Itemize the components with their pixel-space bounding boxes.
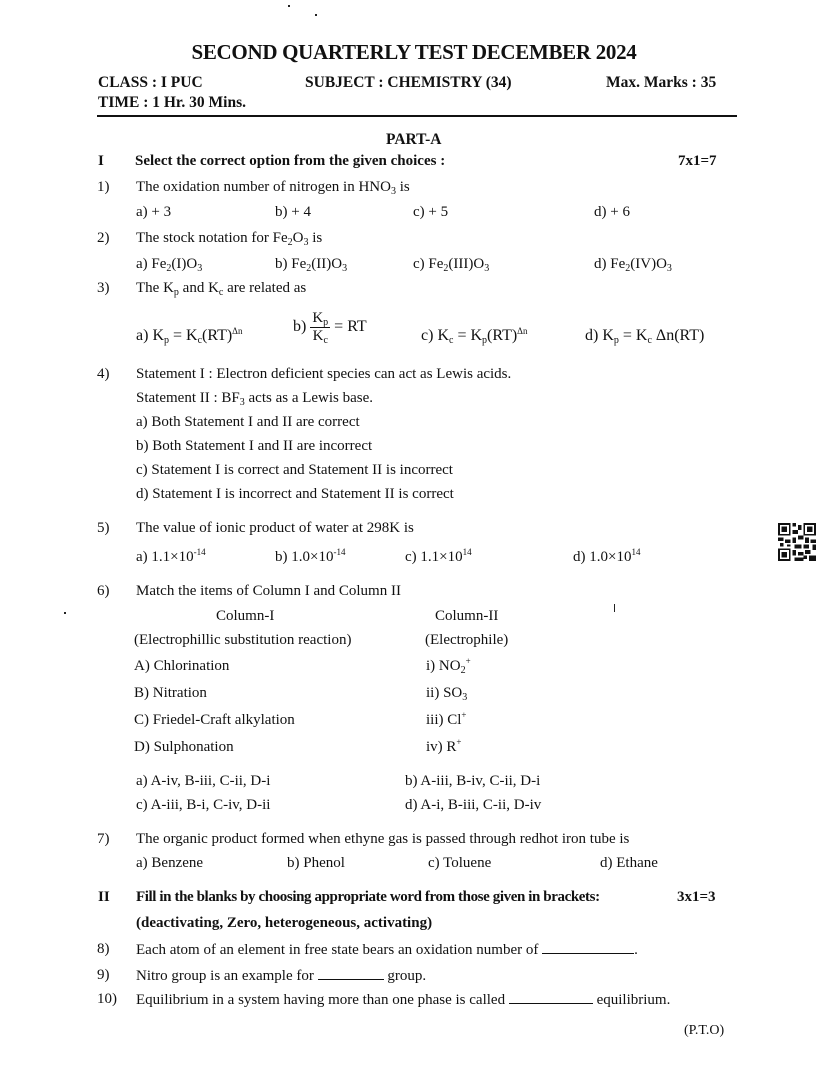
question-9-text: Nitro group is an example for group. <box>136 968 427 984</box>
column-2-subheader: (Electrophile) <box>425 632 509 648</box>
class-label: CLASS : I PUC <box>98 74 203 91</box>
column-1-item: D) Sulphonation <box>134 739 234 755</box>
section-i-marks: 7x1=7 <box>678 153 717 169</box>
question-2-text: The stock notation for $Fe_2O_3$ is <box>136 230 323 248</box>
time-label: TIME : 1 Hr. 30 Mins. <box>98 94 246 111</box>
section-ii-instruction: Fill in the blanks by choosing appropriate word from those given in brackets: <box>136 889 600 905</box>
option-a: a) $Fe_2(I)O_3$ <box>136 256 203 274</box>
question-number: 9) <box>97 967 110 983</box>
question-number: 4) <box>97 366 110 382</box>
column-2-item: iii) Cl+ <box>426 710 467 728</box>
scan-speck <box>288 5 290 7</box>
section-i-number: I <box>98 153 104 169</box>
option-c: c) A-iii, B-i, C-iv, D-ii <box>136 797 271 813</box>
column-1-subheader: (Electrophillic substitution reaction) <box>134 632 352 648</box>
exam-title: SECOND QUARTERLY TEST DECEMBER 2024 <box>191 40 637 64</box>
column-2-item: iv) R+ <box>426 737 462 755</box>
question-number: 5) <box>97 520 110 536</box>
option-a: a) A-iv, B-iii, C-ii, D-i <box>136 773 271 789</box>
option-a: a) Benzene <box>136 855 204 871</box>
answer-blank[interactable] <box>318 967 384 980</box>
option-c: c) + 5 <box>413 204 449 220</box>
option-b: b) $Fe_2(II)O_3$ <box>275 256 348 274</box>
option-b: b) + 4 <box>275 204 311 220</box>
option-d: d) $Fe_2(IV)O_3$ <box>594 256 672 274</box>
option-c: c) $1.1\times 10^{14}$ <box>405 547 472 565</box>
option-a: a) Both Statement I and II are correct <box>136 414 360 430</box>
question-5-text: The value of ionic product of water at 298K is <box>136 520 414 536</box>
column-2-item: ii) $SO_3$ <box>426 685 468 703</box>
option-a: a) $K_p = K_c(RT)^{\Delta n}$ <box>136 326 243 346</box>
question-number: 7) <box>97 831 110 847</box>
scan-speck <box>64 612 66 614</box>
column-1-header: Column-I <box>216 608 275 624</box>
section-i-instruction: Select the correct option from the given choices : <box>135 153 446 169</box>
part-a-heading: PART-A <box>386 131 442 148</box>
question-3-text: The $K_p$ and $K_c$ are related as <box>136 280 307 298</box>
section-ii-marks: 3x1=3 <box>677 889 716 905</box>
fraction: $\frac{K_p}{K_c}$ <box>312 310 329 346</box>
question-10-text: Equilibrium in a system having more than one phase is called equilibrium. <box>136 992 671 1008</box>
section-ii-number: II <box>98 889 110 905</box>
option-d: d) $1.0\times 10^{14}$ <box>573 547 641 565</box>
option-d: d) A-i, B-iii, C-ii, D-iv <box>405 797 542 813</box>
question-number: 6) <box>97 583 110 599</box>
option-d: d) Statement I is incorrect and Statement II is correct <box>136 486 454 502</box>
scan-speck <box>315 14 317 16</box>
option-c: c) $Fe_2(III)O_3$ <box>413 256 490 274</box>
header-divider <box>97 115 737 117</box>
question-number: 10) <box>97 991 117 1007</box>
option-b: b) $1.0\times 10^{-14}$ <box>275 547 346 565</box>
column-2-header: Column-II <box>435 608 499 624</box>
option-a: a) + 3 <box>136 204 172 220</box>
question-1-text: The oxidation number of nitrogen in $HNO_3$ is <box>136 179 410 197</box>
qr-code <box>778 523 816 561</box>
answer-blank[interactable] <box>509 991 593 1004</box>
option-c: c) $K_c = K_p(RT)^{\Delta n}$ <box>421 326 528 346</box>
statement-1: Statement I : Electron deficient species can act as Lewis acids. <box>136 366 512 382</box>
answer-blank[interactable] <box>542 941 634 954</box>
column-1-item: B) Nitration <box>134 685 207 701</box>
question-number: 3) <box>97 280 110 296</box>
option-b: b) $\frac{K_p}{K_c}$ = RT <box>293 310 367 346</box>
option-c: c) Statement I is correct and Statement II is incorrect <box>136 462 453 478</box>
question-number: 2) <box>97 230 110 246</box>
question-8-text: Each atom of an element in free state bears an oxidation number of . <box>136 942 638 958</box>
option-c: c) Toluene <box>428 855 492 871</box>
pto-label: (P.T.O) <box>684 1023 725 1038</box>
option-b: b) Both Statement I and II are incorrect <box>136 438 373 454</box>
max-marks-label: Max. Marks : 35 <box>606 74 717 91</box>
option-d: d) + 6 <box>594 204 630 220</box>
option-b: b) A-iii, B-iv, C-ii, D-i <box>405 773 541 789</box>
subject-label: SUBJECT : CHEMISTRY (34) <box>305 74 512 91</box>
option-b: b) Phenol <box>287 855 345 871</box>
question-number: 1) <box>97 179 110 195</box>
option-a: a) $1.1\times 10^{-14}$ <box>136 547 206 565</box>
option-d: d) Ethane <box>600 855 658 871</box>
statement-2: Statement II : $BF_3$ acts as a Lewis base. <box>136 390 374 408</box>
word-bank: (deactivating, Zero, heterogeneous, activating) <box>136 915 433 931</box>
column-2-item: i) $NO_2^+$ <box>426 656 471 676</box>
column-1-item: A) Chlorination <box>134 658 230 674</box>
scan-speck <box>614 604 615 612</box>
question-6-text: Match the items of Column I and Column II <box>136 583 401 599</box>
question-7-text: The organic product formed when ethyne gas is passed through redhot iron tube is <box>136 831 630 847</box>
question-number: 8) <box>97 941 110 957</box>
column-1-item: C) Friedel-Craft alkylation <box>134 712 295 728</box>
option-d: d) $K_p = K_c$ Δn(RT) <box>585 327 705 346</box>
